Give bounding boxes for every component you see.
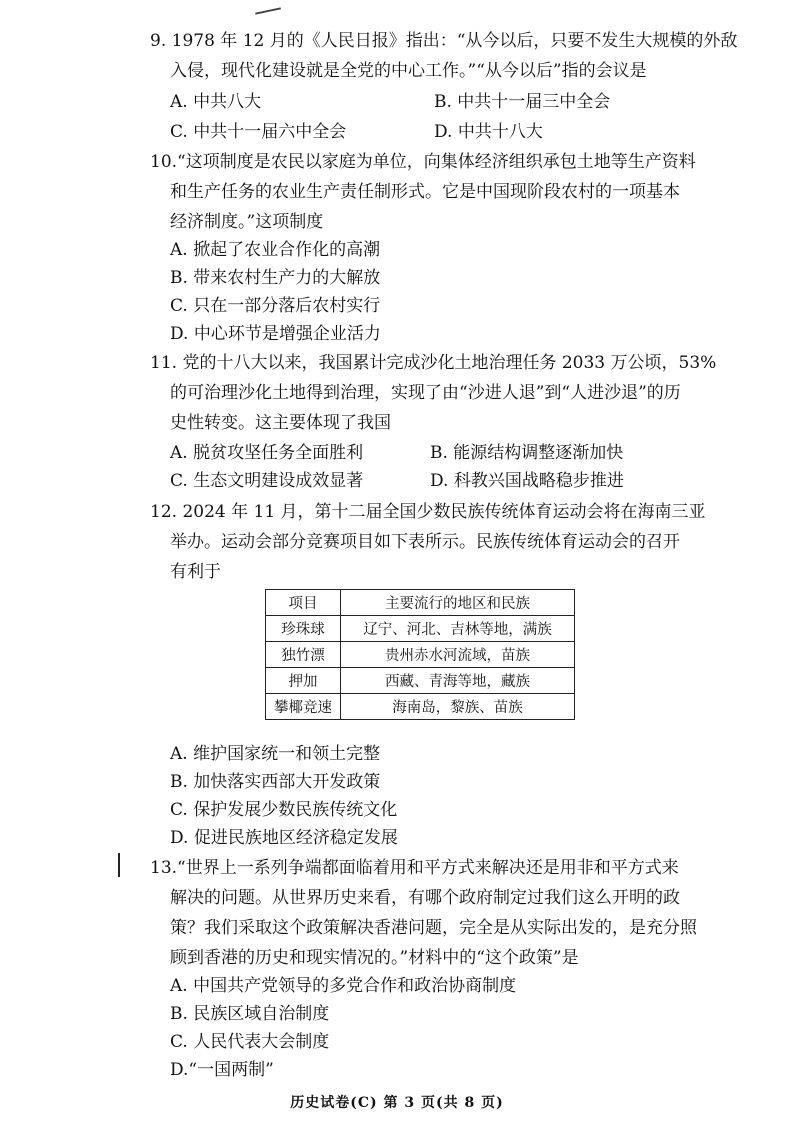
q9-option-c[interactable]: C. 中共十一届六中全会 <box>170 122 347 142</box>
q11-stem-line-2: 的可治理沙化土地得到治理，实现了由“沙进人退”到“人进沙退”的历 <box>170 383 681 403</box>
table-cell-event: 珍珠球 <box>266 616 341 642</box>
q13-stem-line-4: 顾到香港的历史和现实情况的。”材料中的“这个政策”是 <box>170 948 579 968</box>
table-cell-region: 辽宁、河北、吉林等地，满族 <box>341 616 575 642</box>
table-header-row <box>266 590 575 616</box>
table-cell-event: 独竹漂 <box>266 642 341 668</box>
q9-option-a[interactable]: A. 中共八大 <box>170 92 262 112</box>
table-header-region: 主要流行的地区和民族 <box>341 590 575 616</box>
q13-stem-line-1: 13.“世界上一系列争端都面临着用和平方式来解决还是用非和平方式来 <box>150 858 679 878</box>
page-footer: 历史试卷(C) 第 3 页(共 8 页) <box>290 1095 504 1111</box>
table-cell-event: 押加 <box>266 668 341 694</box>
table-cell-region: 西藏、青海等地，藏族 <box>341 668 575 694</box>
table-cell-region: 海南岛，黎族、苗族 <box>341 694 575 720</box>
table-row <box>266 616 575 642</box>
q12-stem-line-3: 有利于 <box>170 562 221 582</box>
q13-option-c[interactable]: C. 人民代表大会制度 <box>170 1032 330 1052</box>
q9-option-d[interactable]: D. 中共十八大 <box>434 122 543 142</box>
q11-stem-line-1: 11. 党的十八大以来，我国累计完成沙化土地治理任务 2033 万公顷，53% <box>150 353 717 373</box>
sports-events-table <box>265 589 575 720</box>
q12-option-a[interactable]: A. 维护国家统一和领土完整 <box>170 744 381 764</box>
q10-option-c[interactable]: C. 只在一部分落后农村实行 <box>170 296 381 316</box>
q10-option-d[interactable]: D. 中心环节是增强企业活力 <box>170 324 381 344</box>
q13-option-a[interactable]: A. 中国共产党领导的多党合作和政治协商制度 <box>170 976 517 996</box>
q12-stem-line-1: 12. 2024 年 11 月，第十二届全国少数民族传统体育运动会将在海南三亚 <box>150 502 706 522</box>
q10-option-b[interactable]: B. 带来农村生产力的大解放 <box>170 268 381 288</box>
table-row <box>266 694 575 720</box>
q12-option-c[interactable]: C. 保护发展少数民族传统文化 <box>170 800 398 820</box>
q12-stem-line-2: 举办。运动会部分竞赛项目如下表所示。民族传统体育运动会的召开 <box>170 532 680 552</box>
q10-stem-line-1: 10.“这项制度是农民以家庭为单位，向集体经济组织承包土地等生产资料 <box>150 152 696 172</box>
margin-mark <box>118 853 120 877</box>
table-header-event: 项目 <box>266 590 341 616</box>
q11-option-b[interactable]: B. 能源结构调整逐渐加快 <box>430 443 624 463</box>
q13-option-d[interactable]: D.“一国两制” <box>170 1060 274 1080</box>
q11-option-c[interactable]: C. 生态文明建设成效显著 <box>170 471 364 491</box>
scan-mark <box>255 7 281 14</box>
q13-stem-line-2: 解决的问题。从世界历史来看，有哪个政府制定过我们这么开明的政 <box>170 888 680 908</box>
q11-option-d[interactable]: D. 科教兴国战略稳步推进 <box>430 471 624 491</box>
q11-stem-line-3: 史性转变。这主要体现了我国 <box>170 413 391 433</box>
q10-option-a[interactable]: A. 掀起了农业合作化的高潮 <box>170 240 381 260</box>
q12-option-d[interactable]: D. 促进民族地区经济稳定发展 <box>170 828 398 848</box>
q13-stem-line-3: 策？我们采取这个政策解决香港问题，完全是从实际出发的，是充分照 <box>170 918 697 938</box>
table-cell-region: 贵州赤水河流域，苗族 <box>341 642 575 668</box>
q12-option-b[interactable]: B. 加快落实西部大开发政策 <box>170 772 381 792</box>
q11-option-a[interactable]: A. 脱贫攻坚任务全面胜利 <box>170 443 364 463</box>
q9-stem-line-1: 9. 1978 年 12 月的《人民日报》指出：“从今以后，只要不发生大规模的外敌 <box>150 31 738 51</box>
q9-stem-line-2: 入侵，现代化建设就是全党的中心工作。”“从今以后”指的会议是 <box>170 61 647 81</box>
q10-stem-line-3: 经济制度。”这项制度 <box>170 212 324 232</box>
q13-option-b[interactable]: B. 民族区域自治制度 <box>170 1004 330 1024</box>
table-row <box>266 668 575 694</box>
q9-option-b[interactable]: B. 中共十一届三中全会 <box>434 92 611 112</box>
table-row <box>266 642 575 668</box>
q10-stem-line-2: 和生产任务的农业生产责任制形式。它是中国现阶段农村的一项基本 <box>170 182 680 202</box>
table-cell-event: 攀椰竞速 <box>266 694 341 720</box>
